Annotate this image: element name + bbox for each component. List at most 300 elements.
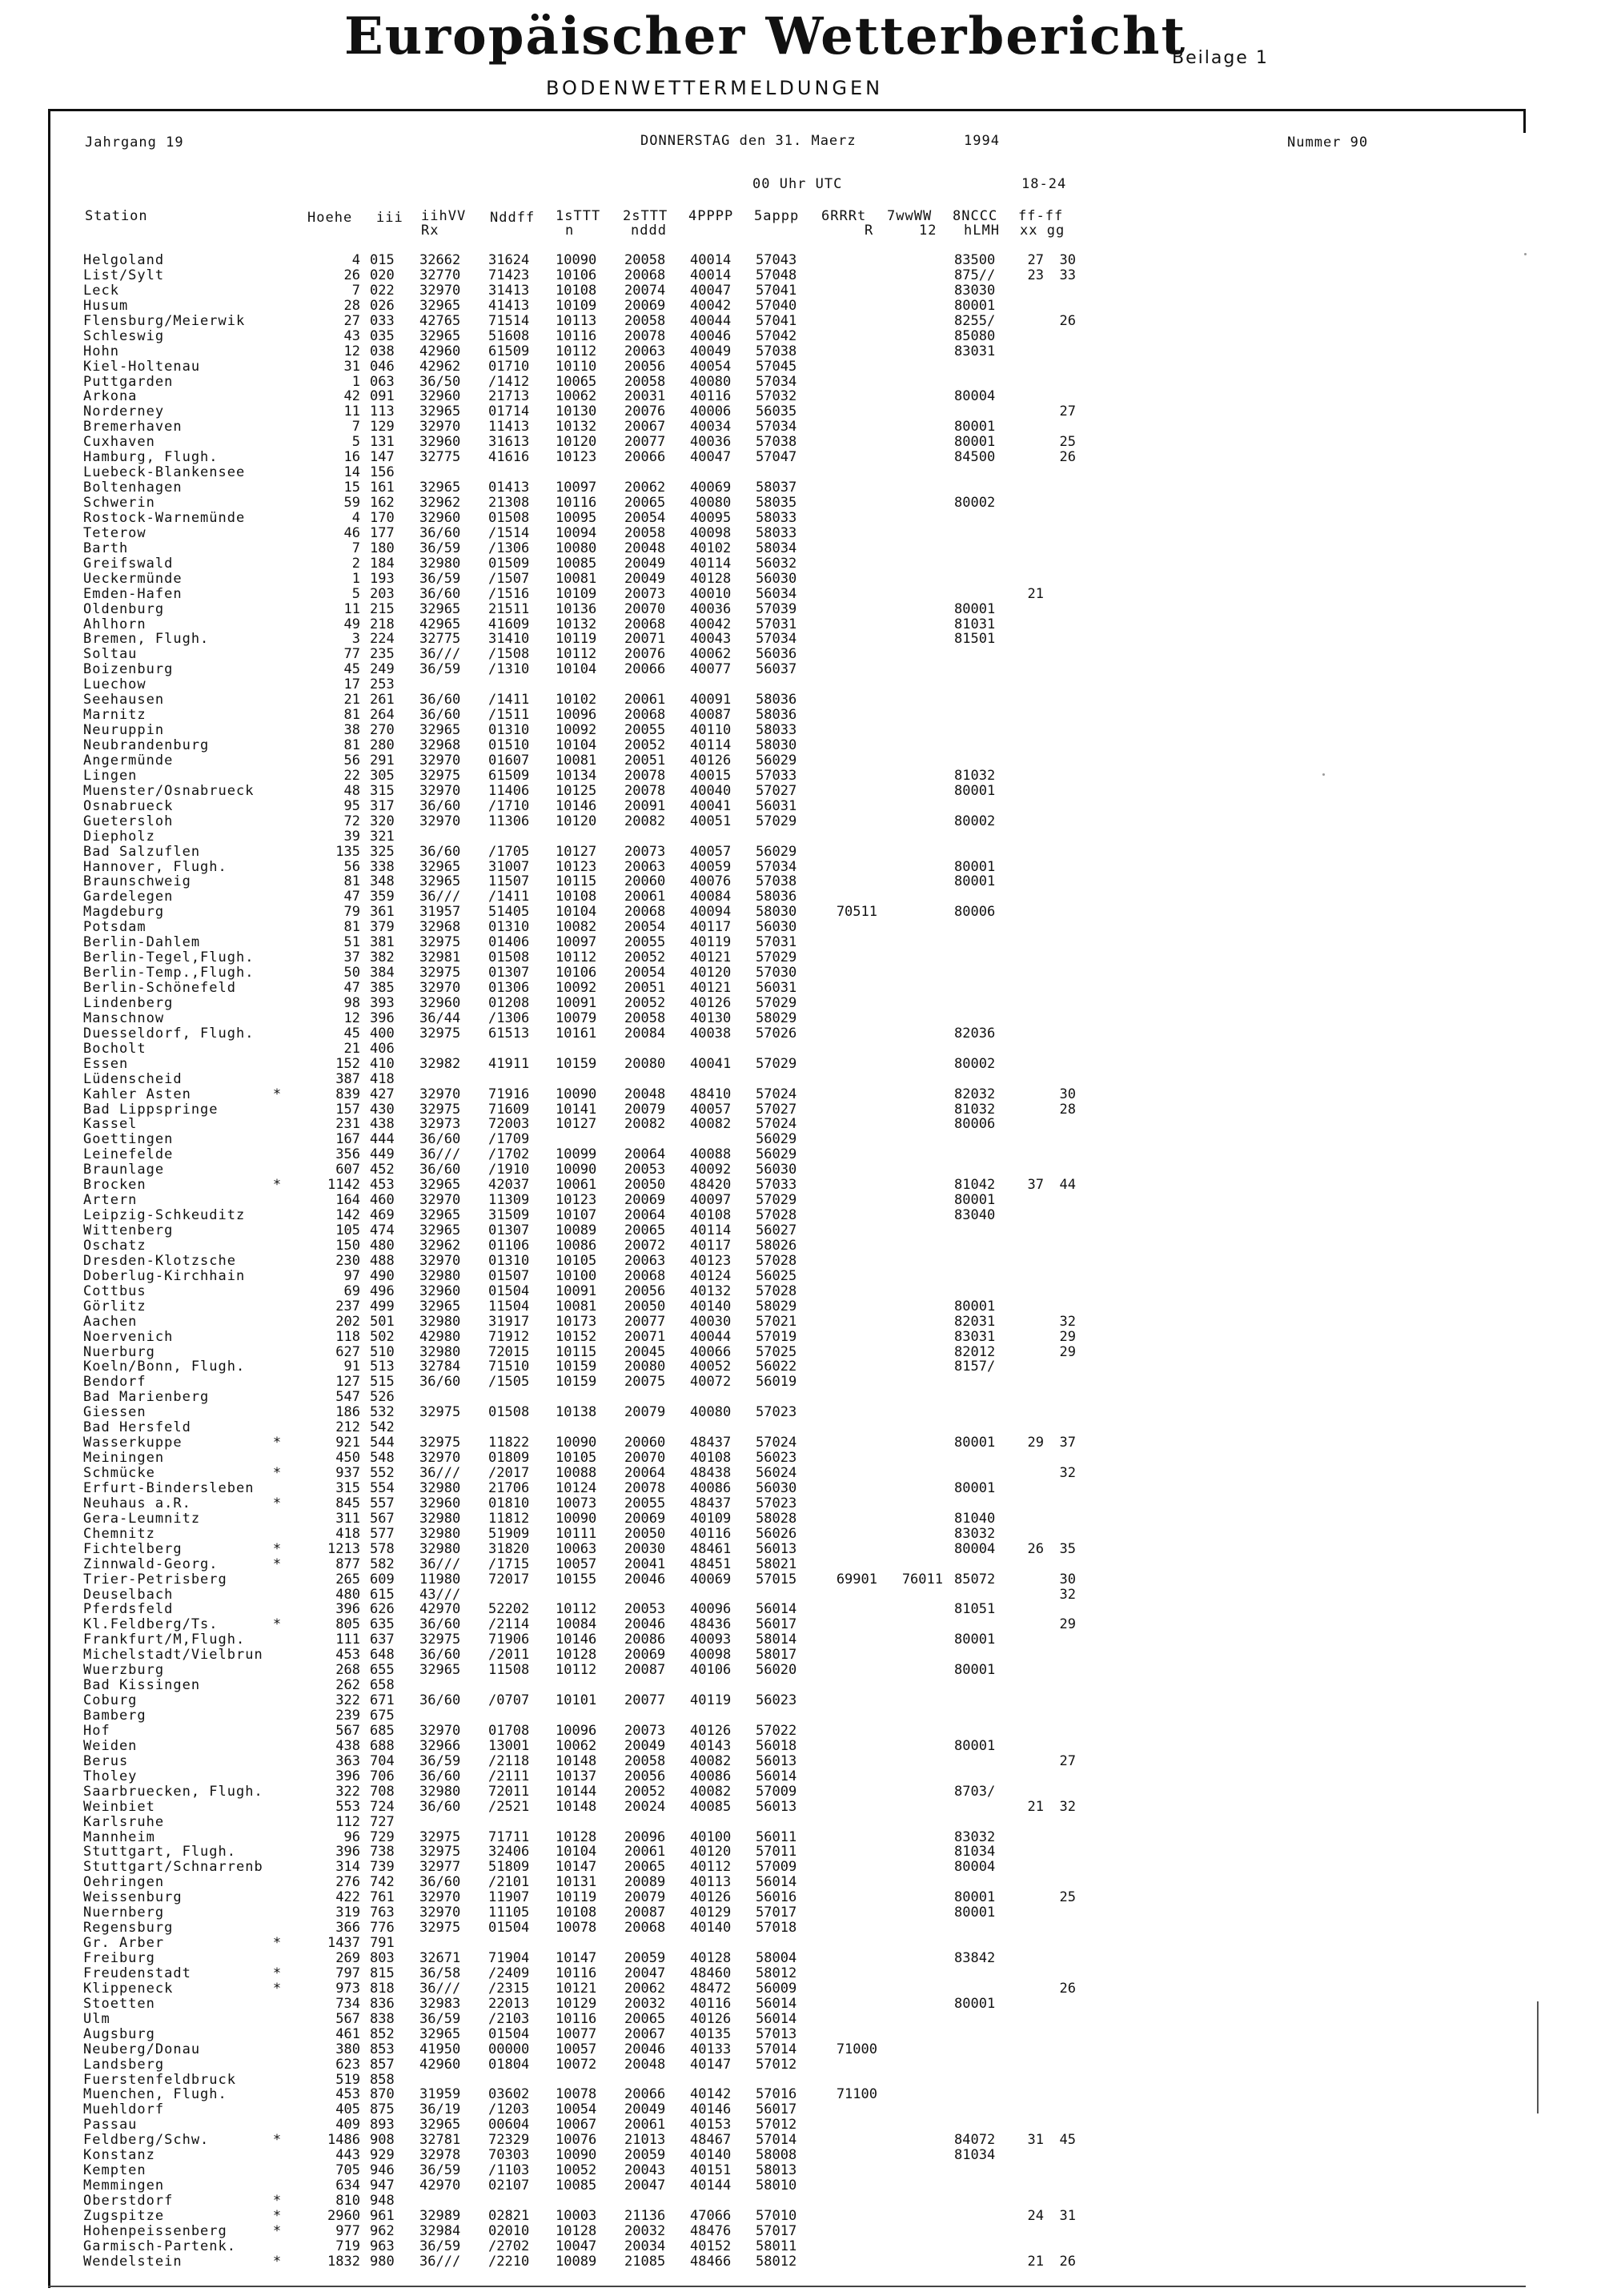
- ff-gust-value: [1049, 1921, 1076, 1936]
- 4pppp-value: 40042: [690, 616, 732, 632]
- hoehe-value: 112: [335, 1813, 360, 1830]
- 2sttt-value: 20086: [624, 1632, 666, 1648]
- 7wwww-value: [887, 1132, 943, 1147]
- iihvv-value: 32960: [419, 434, 461, 451]
- 6rrrt-value: [821, 1860, 877, 1875]
- 5appp-value: 58030: [756, 904, 797, 921]
- iihvv-value: 32975: [419, 1828, 461, 1845]
- nddff-value: 11822: [488, 1435, 530, 1451]
- iii-value: 379: [370, 919, 395, 936]
- nddff-value: 41911: [488, 1055, 530, 1072]
- station-name: Goettingen: [83, 1131, 174, 1148]
- mountain-marker: *: [272, 2132, 282, 2149]
- iihvv-value: 36/60: [419, 1798, 461, 1815]
- iii-value: 184: [370, 555, 395, 572]
- station-name: Oehringen: [83, 1874, 165, 1891]
- iii-value: 305: [370, 767, 395, 784]
- 6rrrt-value: [821, 1162, 877, 1178]
- station-name: Potsdam: [83, 919, 146, 936]
- ff-max-value: [1017, 1936, 1044, 1951]
- 4pppp-value: 40066: [690, 1343, 732, 1360]
- 5appp-value: [756, 1678, 796, 1693]
- station-name: Soltau: [83, 646, 138, 663]
- 5appp-value: 57013: [756, 2025, 797, 2042]
- 8nccc-value: [954, 375, 995, 390]
- nddff-value: 02821: [488, 2207, 530, 2224]
- 4pppp-value: 40097: [690, 1192, 732, 1209]
- ff-gust-value: [1049, 419, 1076, 435]
- station-name: Neuruppin: [83, 722, 165, 739]
- station-name: Barth: [83, 540, 129, 556]
- station-name: Osnabrueck: [83, 797, 174, 814]
- ff-gust-value: [1049, 299, 1076, 314]
- iii-value: 515: [370, 1374, 395, 1391]
- ff-max-value: [1017, 2087, 1044, 2102]
- 7wwww-value: [887, 1708, 943, 1724]
- nddff-value: 01508: [488, 509, 530, 526]
- 7wwww-value: [887, 1359, 943, 1375]
- 8nccc-value: [954, 753, 995, 769]
- 5appp-value: 57023: [756, 1404, 797, 1421]
- iii-value: 946: [370, 2162, 395, 2179]
- 1sttt-value: 10091: [556, 1282, 597, 1299]
- station-name: Artern: [83, 1192, 138, 1209]
- hoehe-value: 409: [335, 2117, 360, 2133]
- hoehe-value: 443: [335, 2147, 360, 2164]
- 2sttt-value: 20072: [624, 1237, 666, 1254]
- hoehe-value: 276: [335, 1874, 360, 1891]
- hoehe-value: 11: [343, 600, 360, 617]
- 5appp-value: 57017: [756, 1905, 797, 1921]
- iii-value: 261: [370, 692, 395, 708]
- 4pppp-value: 40044: [690, 1328, 732, 1345]
- 7wwww-value: [887, 1193, 943, 1208]
- 2sttt-value: 20078: [624, 327, 666, 344]
- 4pppp-value: 40108: [690, 1207, 732, 1224]
- ff-gust-value: 45: [1059, 2132, 1076, 2149]
- 2sttt-value: 20059: [624, 2147, 666, 2164]
- 8nccc-value: 83032: [954, 1828, 996, 1845]
- ff-max-value: [1017, 950, 1044, 965]
- 6rrrt-value: [821, 1632, 877, 1648]
- report-subtitle: BODENWETTERMELDUNGEN: [546, 77, 884, 99]
- 5appp-value: 57012: [756, 2117, 797, 2133]
- hoehe-value: 719: [335, 2238, 360, 2254]
- 2sttt-value: [624, 1420, 665, 1435]
- 1sttt-value: 10095: [556, 509, 597, 526]
- 8nccc-value: 875//: [954, 267, 996, 283]
- 6rrrt-value: [821, 1557, 877, 1572]
- ff-gust-value: [1049, 283, 1076, 299]
- ff-max-value: [1017, 2042, 1044, 2057]
- 8nccc-value: [954, 996, 995, 1011]
- 5appp-value: [756, 465, 796, 480]
- iii-column: [370, 253, 410, 2270]
- hoehe-value: 5: [351, 434, 360, 451]
- 5appp-value: 58017: [756, 1647, 797, 1664]
- col-6rrrt-sub: R: [865, 223, 874, 239]
- station-name: Kl.Feldberg/Ts.: [83, 1616, 219, 1633]
- 5appp-value: 58026: [756, 1237, 797, 1254]
- 6rrrt-value: [821, 511, 877, 526]
- 1sttt-value: 10112: [556, 949, 597, 966]
- 8nccc-value: 83500: [954, 252, 996, 268]
- 2sttt-value: 20077: [624, 1692, 666, 1709]
- iihvv-value: 32975: [419, 767, 461, 784]
- 6rrrt-value: [821, 1496, 877, 1511]
- 7wwww-value: [887, 1724, 943, 1739]
- iihvv-value: 32965: [419, 1222, 461, 1238]
- iii-value: 235: [370, 646, 395, 663]
- 1sttt-value: 10159: [556, 1374, 597, 1391]
- 6rrrt-value: [821, 889, 877, 905]
- ff-gust-value: 27: [1059, 1752, 1076, 1769]
- ff-max-value: [1017, 708, 1044, 723]
- ff-gust-value: [1049, 2224, 1076, 2239]
- iii-value: 359: [370, 889, 395, 905]
- 4pppp-value: 40044: [690, 312, 732, 329]
- 6rrrt-value: [821, 723, 877, 738]
- nddff-value: 70303: [488, 2147, 530, 2164]
- hoehe-value: 396: [335, 1844, 360, 1860]
- ff-gust-value: [1049, 738, 1076, 753]
- 2sttt-value: 20079: [624, 1101, 666, 1118]
- 7wwww-value: [887, 2117, 943, 2133]
- ff-gust-value: [1049, 587, 1076, 602]
- 4pppp-value: [690, 1936, 731, 1951]
- nddff-value: [488, 2194, 529, 2209]
- 1sttt-value: [556, 1420, 596, 1435]
- ff-gust-value: [1049, 2239, 1076, 2254]
- hoehe-value: 97: [343, 1267, 360, 1284]
- 6rrrt-value: [821, 692, 877, 708]
- station-name: Zugspitze: [83, 2207, 165, 2224]
- 4pppp-value: 40080: [690, 495, 732, 511]
- iii-value: 131: [370, 434, 395, 451]
- iihvv-value: 36/60: [419, 524, 461, 541]
- iii-value: 338: [370, 858, 395, 875]
- station-name: Wendelstein: [83, 2253, 183, 2270]
- hoehe-value: 237: [335, 1298, 360, 1315]
- 4pppp-value: 40112: [690, 1859, 732, 1876]
- ff-max-value: [1017, 1724, 1044, 1739]
- 6rrrt-value: [821, 2163, 877, 2178]
- ff-gust-value: [1049, 920, 1076, 935]
- iii-value: 015: [370, 252, 395, 268]
- station-name: Kahler Asten: [83, 1086, 191, 1102]
- 7wwww-value: [887, 1102, 943, 1118]
- hoehe-value: 627: [335, 1343, 360, 1360]
- hoehe-value: 39: [343, 828, 360, 845]
- 8nccc-value: [954, 1875, 995, 1890]
- 4pppp-value: 48476: [690, 2222, 732, 2239]
- 8nccc-value: 80001: [954, 1737, 996, 1754]
- 4pppp-value: [690, 829, 731, 845]
- ff-max-value: [1017, 1966, 1044, 1981]
- iii-value: 655: [370, 1662, 395, 1679]
- 1sttt-value: 10090: [556, 252, 597, 268]
- ff-gust-value: [1049, 905, 1076, 920]
- 4pppp-value: 40114: [690, 1222, 732, 1238]
- ff-gust-value: [1049, 1739, 1076, 1754]
- ff-gust-value: [1049, 753, 1076, 769]
- hoehe-value: 845: [335, 1495, 360, 1511]
- 7wwww-value: [887, 1042, 943, 1057]
- 6rrrt-value: [821, 1951, 877, 1966]
- 2sttt-value: [624, 1708, 665, 1724]
- 1sttt-value: 10101: [556, 1692, 597, 1709]
- station-name: Regensburg: [83, 1920, 174, 1937]
- 5appp-value: 57028: [756, 1252, 797, 1269]
- 6rrrt-value: [821, 1678, 877, 1693]
- 6rrrt-value: [821, 1147, 877, 1162]
- 5appp-value: 58014: [756, 1632, 797, 1648]
- 2sttt-value: 20065: [624, 495, 666, 511]
- 2sttt-value: 20080: [624, 1359, 666, 1375]
- 8nccc-value: [954, 1011, 995, 1026]
- 2sttt-column: [624, 253, 665, 2270]
- 5appp-value: 58036: [756, 889, 797, 905]
- 4pppp-value: 40119: [690, 1692, 732, 1709]
- nddff-value: /2702: [488, 2238, 530, 2254]
- ff-gust-value: 26: [1059, 312, 1076, 329]
- nddff-value: 21511: [488, 600, 530, 617]
- 4pppp-value: [690, 1132, 731, 1147]
- iihvv-value: 32980: [419, 1313, 461, 1330]
- 5appp-value: 57021: [756, 1313, 797, 1330]
- ff-gust-value: [1049, 1648, 1076, 1663]
- hoehe-value: 405: [335, 2101, 360, 2118]
- 1sttt-value: [556, 677, 596, 692]
- 1sttt-value: 10116: [556, 495, 597, 511]
- 4pppp-value: 40140: [690, 1920, 732, 1937]
- 5appp-value: 57026: [756, 1025, 797, 1042]
- col-2sttt-sub: nddd: [631, 223, 667, 239]
- ff-max-value: 21: [1027, 1798, 1044, 1815]
- 8nccc-value: 82032: [954, 1086, 996, 1102]
- station-name: Ulm: [83, 2010, 110, 2027]
- 6rrrt-value: [821, 1527, 877, 1542]
- 2sttt-value: 20058: [624, 1752, 666, 1769]
- 4pppp-value: 40030: [690, 1313, 732, 1330]
- 7wwww-value: [887, 662, 943, 677]
- 8nccc-value: [954, 526, 995, 541]
- iihvv-value: 32975: [419, 1435, 461, 1451]
- 7wwww-value: [887, 2254, 943, 2270]
- 7wwww-value: [887, 829, 943, 845]
- 6rrrt-value: [821, 1800, 877, 1815]
- 5appp-value: 56026: [756, 1525, 797, 1542]
- nddff-value: 61513: [488, 1025, 530, 1042]
- 8nccc-value: [954, 2027, 995, 2042]
- station-name: Saarbruecken, Flugh.: [83, 1783, 263, 1800]
- 1sttt-value: 10077: [556, 2025, 597, 2042]
- 5appp-value: 57038: [756, 343, 797, 359]
- station-name: Duesseldorf, Flugh.: [83, 1025, 255, 1042]
- iihvv-value: 32965: [419, 1207, 461, 1224]
- 6rrrt-value: [821, 1132, 877, 1147]
- nddff-value: 71711: [488, 1828, 530, 1845]
- 5appp-value: 57023: [756, 1495, 797, 1511]
- ff-max-value: [1017, 344, 1044, 359]
- ff-gust-value: 27: [1059, 403, 1076, 420]
- nddff-value: 51405: [488, 904, 530, 921]
- iii-value: 875: [370, 2101, 395, 2118]
- ff-max-value: [1017, 1951, 1044, 1966]
- 2sttt-value: 20056: [624, 1282, 666, 1299]
- 8nccc-value: [954, 1966, 995, 1981]
- 7wwww-value: [887, 769, 943, 784]
- nddff-value: 03602: [488, 2086, 530, 2103]
- 1sttt-value: 10079: [556, 1010, 597, 1026]
- ff-max-value: [1017, 1238, 1044, 1254]
- 5appp-value: [756, 2194, 796, 2209]
- 6rrrt-value: [821, 845, 877, 860]
- ff-max-value: [1017, 1844, 1044, 1860]
- scan-speck: [1322, 773, 1325, 776]
- station-name: Ueckermünde: [83, 570, 183, 587]
- col-1sttt: 1sTTT: [556, 208, 601, 224]
- nddff-value: 61509: [488, 767, 530, 784]
- 1sttt-value: 10089: [556, 1222, 597, 1238]
- 8nccc-value: 80001: [954, 1632, 996, 1648]
- ff-max-value: 37: [1027, 1177, 1044, 1194]
- 8nccc-value: [954, 845, 995, 860]
- iihvv-value: 36/60: [419, 1874, 461, 1891]
- 7wwww-value: [887, 1905, 943, 1921]
- 5appp-value: 57028: [756, 1207, 797, 1224]
- nddff-value: 01307: [488, 1222, 530, 1238]
- 4pppp-value: 40043: [690, 631, 732, 648]
- 5appp-value: [756, 1708, 796, 1724]
- 4pppp-value: 40014: [690, 252, 732, 268]
- 5appp-value: 56017: [756, 2101, 797, 2118]
- col-5appp: 5appp: [754, 208, 800, 224]
- 4pppp-value: 40087: [690, 707, 732, 724]
- station-name: Diepholz: [83, 828, 155, 845]
- 7wwww-value: [887, 465, 943, 480]
- ff-max-value: [1017, 1588, 1044, 1603]
- nddff-value: /1511: [488, 707, 530, 724]
- iii-value: 218: [370, 616, 395, 632]
- ff-max-value: [1017, 2073, 1044, 2088]
- 8nccc-value: [954, 1269, 995, 1284]
- 6rrrt-value: [821, 329, 877, 344]
- iihvv-value: 32970: [419, 980, 461, 996]
- nddff-value: 61509: [488, 343, 530, 359]
- iihvv-value: 36///: [419, 2253, 461, 2270]
- hoehe-value: 81: [343, 873, 360, 890]
- 8nccc-value: [954, 692, 995, 708]
- col-7wwww: 7wwWW: [887, 208, 933, 224]
- nddff-value: 41609: [488, 616, 530, 632]
- 1sttt-value: 10097: [556, 480, 597, 496]
- 4pppp-value: 40126: [690, 1889, 732, 1906]
- nddff-value: 31413: [488, 282, 530, 299]
- ff-max-value: [1017, 1739, 1044, 1754]
- iihvv-value: 36/60: [419, 1162, 461, 1178]
- 6rrrt-value: [821, 389, 877, 404]
- 2sttt-value: 20069: [624, 1192, 666, 1209]
- 4pppp-value: [690, 677, 731, 692]
- nddff-value: 32406: [488, 1844, 530, 1860]
- 5appp-value: 58011: [756, 2238, 797, 2254]
- 5appp-value: 56024: [756, 1465, 797, 1481]
- 7wwww-value: [887, 1284, 943, 1299]
- 1sttt-value: 10047: [556, 2238, 597, 2254]
- ff-max-value: [1017, 2148, 1044, 2163]
- mountain-marker: *: [272, 1435, 282, 1451]
- ff-max-value: [1017, 1345, 1044, 1360]
- ff-max-value: [1017, 1026, 1044, 1042]
- 1sttt-value: 10086: [556, 1237, 597, 1254]
- ff-max-value: [1017, 920, 1044, 935]
- station-name: Luebeck-Blankensee: [83, 464, 246, 481]
- 7wwww-value: [887, 753, 943, 769]
- iii-value: 162: [370, 495, 395, 511]
- 7wwww-value: [887, 1754, 943, 1769]
- 7wwww-value: [887, 784, 943, 799]
- 1sttt-value: 10076: [556, 2132, 597, 2149]
- 1sttt-value: 10123: [556, 1192, 597, 1209]
- 1sttt-value: 10173: [556, 1313, 597, 1330]
- iii-value: 648: [370, 1647, 395, 1664]
- nddff-value: /1910: [488, 1162, 530, 1178]
- 8nccc-value: 80006: [954, 1116, 996, 1133]
- 4pppp-value: 40082: [690, 1116, 732, 1133]
- ff-gust-value: 31: [1059, 2207, 1076, 2224]
- 6rrrt-value: 71100: [836, 2086, 877, 2103]
- nddff-value: 11105: [488, 1905, 530, 1921]
- nddff-column: [488, 253, 529, 2270]
- nddff-value: /1514: [488, 524, 530, 541]
- 2sttt-value: 20069: [624, 1647, 666, 1664]
- 2sttt-value: 20079: [624, 1404, 666, 1421]
- ff-gust-value: [1049, 874, 1076, 889]
- ff-gust-value: [1049, 1405, 1076, 1420]
- 5appp-value: 57014: [756, 2132, 797, 2149]
- ff-gust-value: [1049, 496, 1076, 511]
- 4pppp-value: 40052: [690, 1359, 732, 1375]
- station-name: Garmisch-Partenk.: [83, 2238, 236, 2254]
- 6rrrt-value: [821, 1602, 877, 1617]
- iihvv-value: 32983: [419, 1995, 461, 2012]
- station-name: Rostock-Warnemünde: [83, 509, 246, 526]
- nddff-value: /2118: [488, 1752, 530, 1769]
- iihvv-value: 32975: [419, 1101, 461, 1118]
- iii-value: 724: [370, 1798, 395, 1815]
- 2sttt-value: 20065: [624, 1859, 666, 1876]
- 5appp-value: 57024: [756, 1086, 797, 1102]
- nddff-value: 11504: [488, 1298, 530, 1315]
- nddff-value: /1103: [488, 2162, 530, 2179]
- iii-value: 544: [370, 1435, 395, 1451]
- station-name: Bocholt: [83, 1040, 146, 1057]
- nddff-value: 72003: [488, 1116, 530, 1133]
- hoehe-value: 46: [343, 524, 360, 541]
- 4pppp-value: 40144: [690, 2178, 732, 2194]
- ff-max-value: [1017, 389, 1044, 404]
- 8nccc-value: 80001: [954, 1995, 996, 2012]
- station-name: Lüdenscheid: [83, 1070, 183, 1087]
- 1sttt-value: 10065: [556, 373, 597, 390]
- 8nccc-value: 81040: [954, 1510, 996, 1527]
- 4pppp-value: 40047: [690, 282, 732, 299]
- station-name: Frankfurt/M,Flugh.: [83, 1632, 246, 1648]
- 2sttt-value: 20061: [624, 692, 666, 708]
- 2sttt-value: 20064: [624, 1465, 666, 1481]
- 1sttt-value: 10123: [556, 858, 597, 875]
